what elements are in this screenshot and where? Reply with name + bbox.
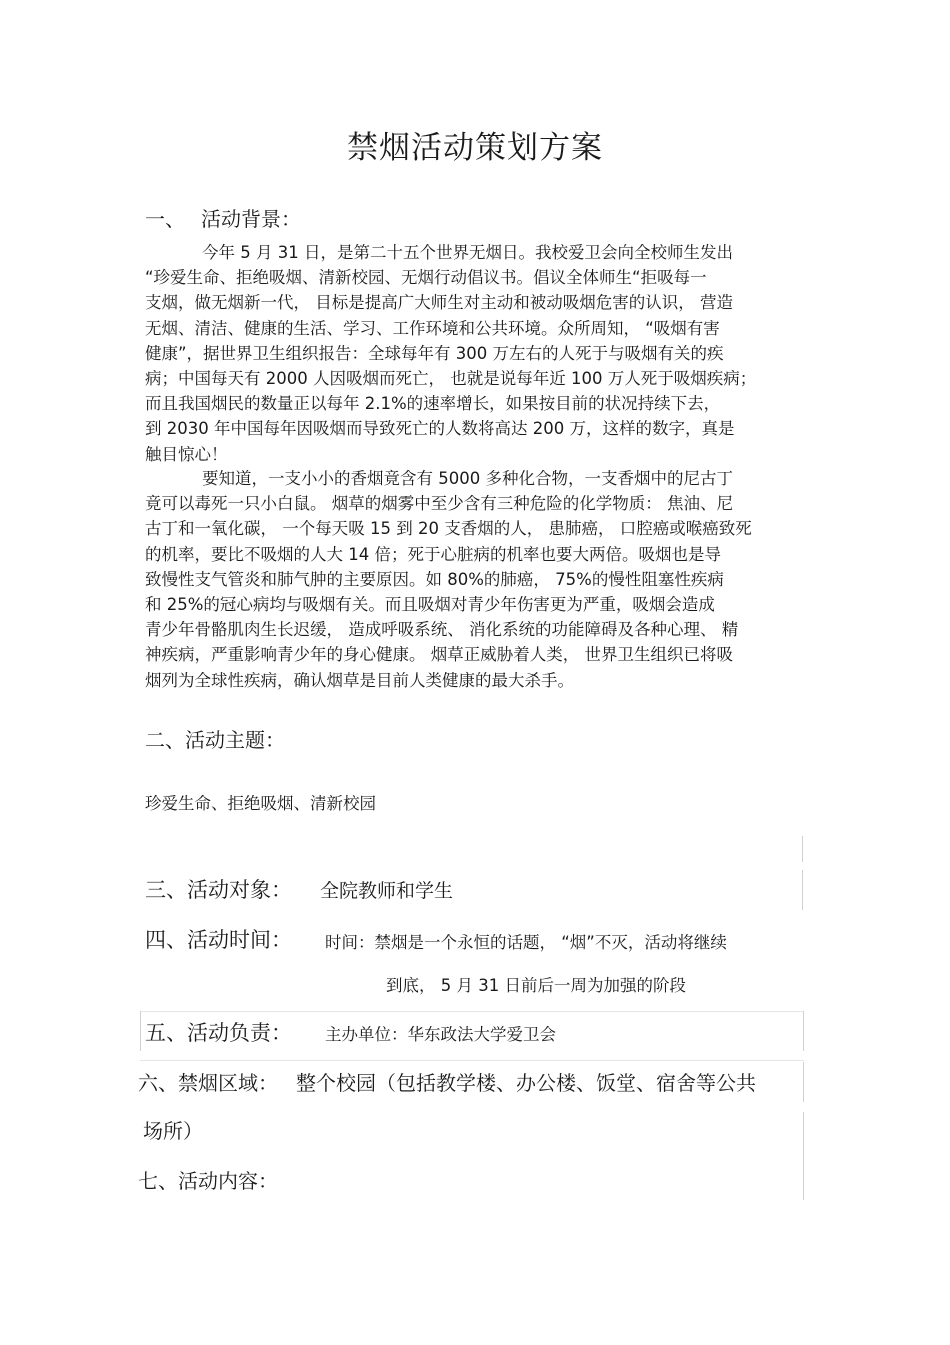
section-5-heading: 五、活动负责： (145, 1021, 292, 1045)
table-border (140, 1011, 804, 1012)
text-line: “珍爱生命、拒绝吸烟、清新校园、无烟行动倡议书。倡议全体师生“拒吸每一 (145, 268, 707, 288)
section-2-heading: 二、活动主题： (145, 728, 285, 752)
area-text-continued: 场所） (143, 1119, 203, 1143)
document-title: 禁烟活动策划方案 (347, 130, 603, 166)
text-line: 的机率，要比不吸烟的人大 14 倍；死于心脏病的机率也要大两倍。吸烟也是导 (145, 544, 721, 564)
text-line: 神疾病，严重影响青少年的身心健康。 烟草正威胁着人类， 世界卫生组织已将吸 (145, 645, 733, 665)
text-line: 古丁和一氧化碳， 一个每天吸 15 到 20 支香烟的人， 患肺癌， 口腔癌或喉癌致死 (145, 519, 752, 539)
owner-text: 主办单位：华东政法大学爱卫会 (325, 1025, 556, 1044)
text-line: 支烟，做无烟新一代， 目标是提高广大师生对主动和被动吸烟危害的认识， 营造 (145, 293, 733, 313)
section-1-number: 一、 (145, 207, 185, 231)
table-border (802, 870, 803, 910)
text-line: 要知道，一支小小的香烟竟含有 5000 多种化合物，一支香烟中的尼古丁 (202, 469, 733, 488)
theme-text: 珍爱生命、拒绝吸烟、清新校园 (145, 794, 376, 813)
table-border (803, 1011, 804, 1051)
section-7-heading: 七、活动内容： (138, 1169, 278, 1193)
text-line: 无烟、清洁、健康的生活、学习、工作环境和公共环境。众所周知， “吸烟有害 (145, 318, 720, 338)
target-text: 全院教师和学生 (320, 880, 454, 902)
table-border (803, 1062, 804, 1102)
text-line: 到 2030 年中国每年因吸烟而导致死亡的人数将高达 200 万，这样的数字，真是 (145, 419, 735, 439)
text-line: 健康”，据世界卫生组织报告：全球每年有 300 万左右的人死于与吸烟有关的疾 (145, 343, 724, 363)
text-line: 触目惊心！ (145, 444, 228, 464)
text-line: 烟列为全球性疾病，确认烟草是目前人类健康的最大杀手。 (145, 670, 574, 690)
table-border (140, 1060, 804, 1061)
text-line: 病；中国每天有 2000 人因吸烟而死亡， 也就是说每年近 100 万人死于吸烟疾病； (145, 369, 757, 389)
text-line: 和 25%的冠心病均与吸烟有关。而且吸烟对青少年伤害更为严重，吸烟会造成 (145, 595, 715, 615)
section-1-heading: 活动背景： (201, 207, 301, 231)
section-6-heading: 六、禁烟区域： (138, 1071, 278, 1095)
text-line: 今年 5 月 31 日，是第二十五个世界无烟日。我校爱卫会向全校师生发出 (202, 243, 733, 262)
area-text: 整个校园（包括教学楼、办公楼、饭堂、宿舍等公共 (296, 1071, 756, 1095)
table-border (140, 1011, 141, 1051)
text-line: 而且我国烟民的数量正以每年 2.1%的速率增长，如果按目前的状况持续下去， (145, 394, 721, 414)
section-4-heading: 四、活动时间： (145, 928, 292, 952)
table-border (802, 836, 803, 862)
time-text-line-1: 时间：禁烟是一个永恒的话题， “烟”不灭，活动将继续 (325, 933, 727, 952)
background-paragraph-1 (145, 240, 810, 467)
section-3-heading: 三、活动对象： (145, 878, 292, 902)
time-text-line-2: 到底， 5 月 31 日前后一周为加强的阶段 (386, 976, 686, 995)
text-line: 青少年骨骼肌肉生长迟缓， 造成呼吸系统、 消化系统的功能障碍及各种心理、 精 (145, 620, 739, 640)
table-border (803, 1112, 804, 1200)
background-paragraph-2 (145, 466, 810, 693)
text-line: 致慢性支气管炎和肺气肿的主要原因。如 80%的肺癌， 75%的慢性阻塞性疾病 (145, 569, 724, 589)
text-line: 竟可以毒死一只小白鼠。 烟草的烟雾中至少含有三种危险的化学物质： 焦油、尼 (145, 494, 733, 514)
